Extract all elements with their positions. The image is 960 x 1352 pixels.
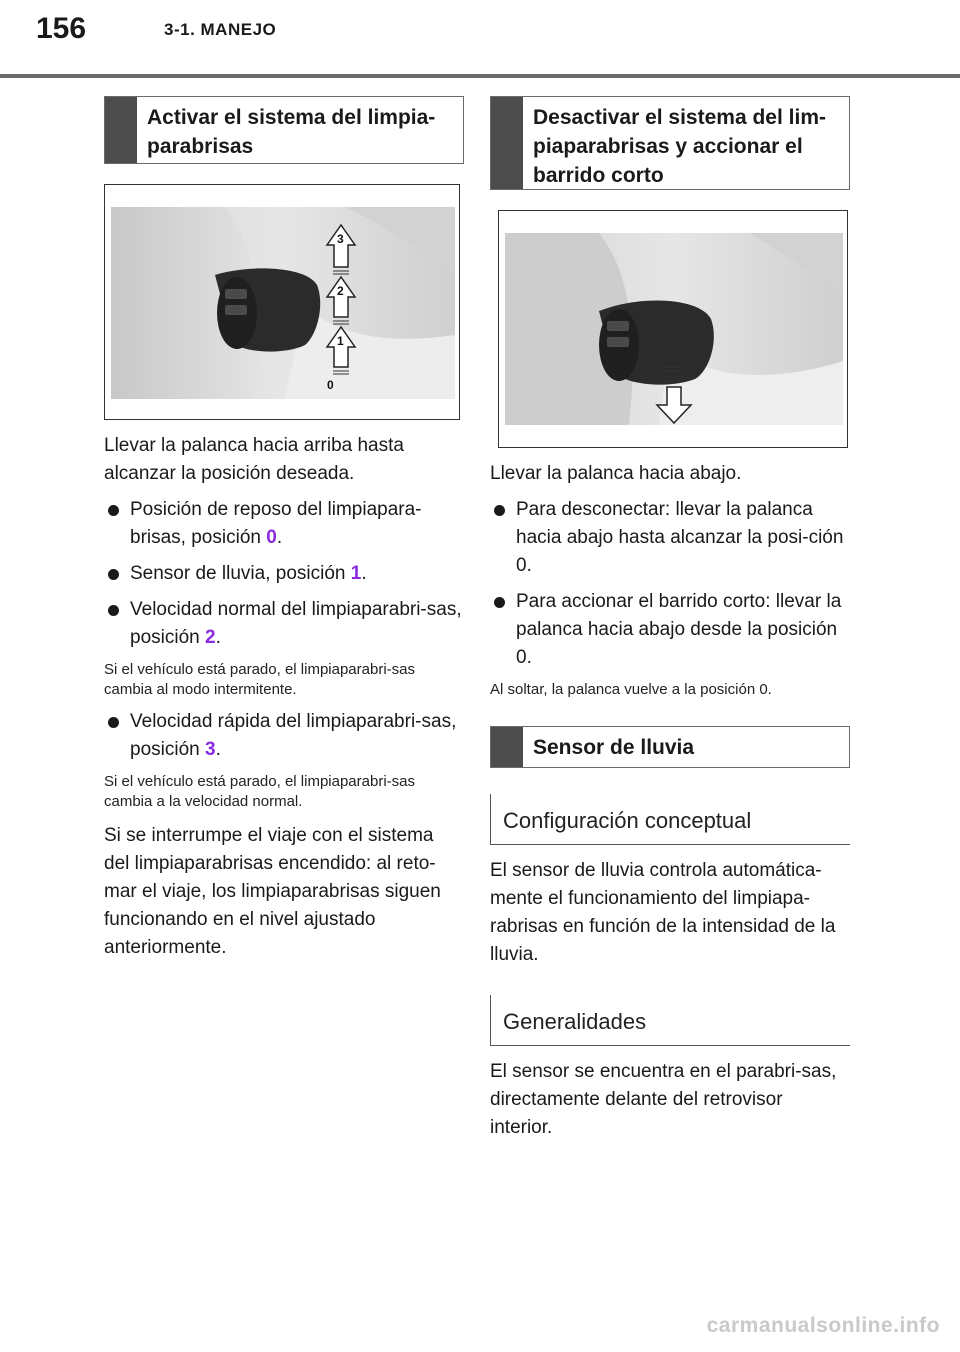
left-note-1: Si el vehículo está parado, el limpiaparabri-sas cambia al modo intermitente. <box>104 661 415 698</box>
position-label: 3 <box>205 739 216 760</box>
left-bullet-list-2 <box>104 708 464 764</box>
list-item: Para desconectar: llevar la palanca hacia abajo hasta alcanzar la posi-ción 0. <box>490 496 850 580</box>
right-paragraph-2: El sensor se encuentra en el parabri-sas, directamente delante del retrovisor interior. <box>490 1061 837 1138</box>
figure-lever-down <box>498 210 848 448</box>
lever-up-illustration <box>105 185 460 420</box>
footer-watermark: carmanualsonline.info <box>706 1314 940 1337</box>
left-note-2: Si el vehículo está parado, el limpiaparabri-sas cambia a la velocidad normal. <box>104 773 415 810</box>
subheading-general: Generalidades <box>490 995 850 1046</box>
left-intro: Llevar la palanca hacia arriba hasta alcanzar la posición deseada. <box>104 435 404 484</box>
bullet-dot <box>494 505 505 516</box>
heading-bar <box>105 97 137 163</box>
fig-label-1: 1 <box>337 334 344 348</box>
bullet-dot <box>108 605 119 616</box>
heading-rain-sensor: Sensor de lluvia <box>533 736 695 759</box>
left-bullet-list <box>104 496 464 652</box>
section-title: 3-1. MANEJO <box>164 20 277 39</box>
header-rule <box>0 74 960 78</box>
fig-label-3: 3 <box>337 232 344 246</box>
heading-activate: Activar el sistema del limpia-parabrisas <box>147 106 436 158</box>
right-note: Al soltar, la palanca vuelve a la posición 0. <box>490 681 772 698</box>
bullet-dot <box>108 717 119 728</box>
list-item: Sensor de lluvia, posición 1. <box>104 560 464 588</box>
heading-bar <box>491 97 523 189</box>
list-item: Velocidad normal del limpiaparabri-sas, posición 2. <box>104 596 464 652</box>
bullet-dot <box>108 505 119 516</box>
heading-bar <box>491 727 523 767</box>
right-bullet-list <box>490 496 850 672</box>
list-item: Posición de reposo del limpiapara-brisas, posición 0. <box>104 496 464 552</box>
left-paragraph: Si se interrumpe el viaje con el sistema del limpiaparabrisas encendido: al reto-mar el viaje, los limpiaparabrisas siguen funcionando en el nivel ajustado anteriormente. <box>104 825 441 958</box>
position-label: 2 <box>205 627 216 648</box>
right-column <box>490 96 850 1142</box>
heading-box-rain-sensor <box>490 726 850 768</box>
heading-deactivate: Desactivar el sistema del lim-piaparabrisas y accionar el barrido corto <box>533 106 826 187</box>
page-number: 156 <box>36 12 87 45</box>
page-header <box>0 0 960 80</box>
list-item: Velocidad rápida del limpiaparabri-sas, posición 3. <box>104 708 464 764</box>
fig-label-0: 0 <box>327 378 334 392</box>
heading-box-activate <box>104 96 464 164</box>
subheading-concept: Configuración conceptual <box>490 794 850 845</box>
position-label: 1 <box>350 563 362 584</box>
position-label: 0 <box>266 527 277 548</box>
heading-box-deactivate <box>490 96 850 190</box>
figure-lever-up <box>104 184 460 420</box>
right-paragraph-1: El sensor de lluvia controla automática-mente el funcionamiento del limpiapa-rabrisas en función de la intensidad de la lluvia. <box>490 860 836 965</box>
left-column <box>104 96 464 962</box>
bullet-dot <box>108 569 119 580</box>
lever-down-illustration <box>499 211 848 448</box>
fig-label-2: 2 <box>337 284 344 298</box>
right-intro: Llevar la palanca hacia abajo. <box>490 463 742 484</box>
list-item: Para accionar el barrido corto: llevar la palanca hacia abajo desde la posición 0. <box>490 588 850 672</box>
bullet-dot <box>494 597 505 608</box>
